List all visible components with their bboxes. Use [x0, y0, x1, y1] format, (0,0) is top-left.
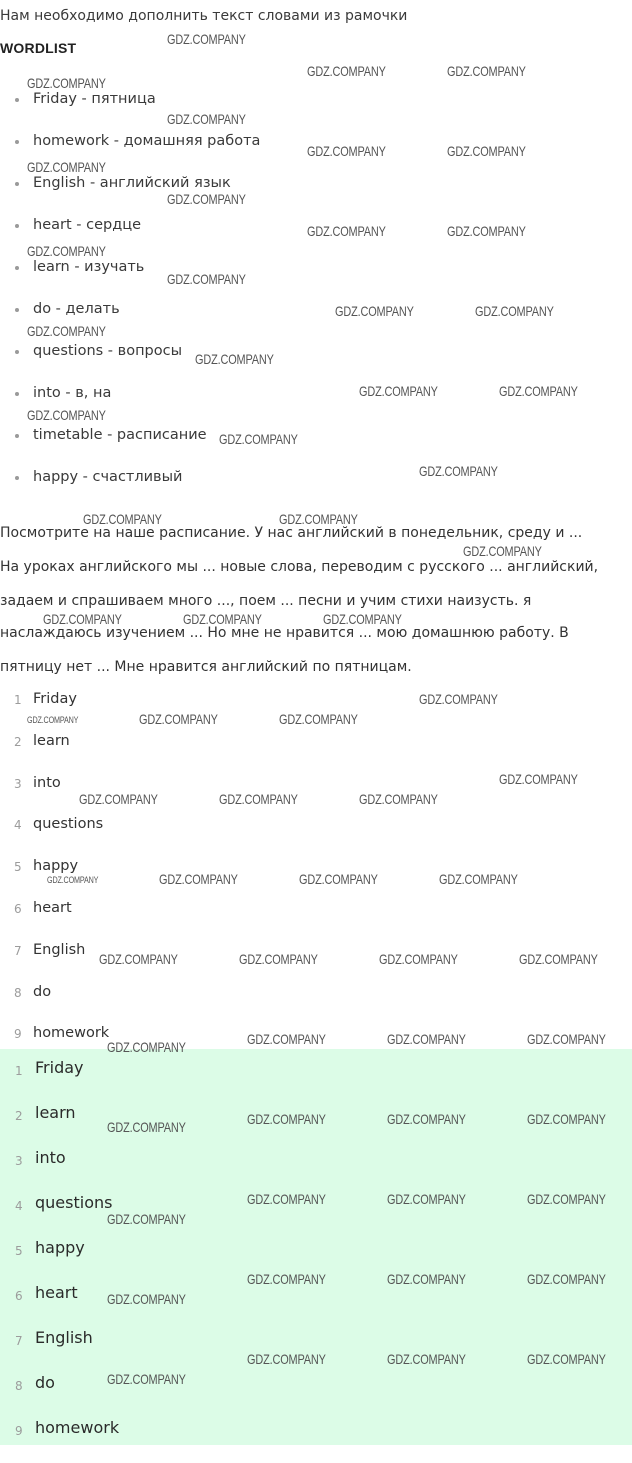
bullet-icon [15, 98, 19, 102]
answer-word: happy [33, 858, 79, 875]
wordlist-item: Friday - пятница [0, 89, 260, 131]
watermark-text: GDZ.COMPANY [167, 191, 246, 207]
watermark-text: GDZ.COMPANY [99, 951, 178, 967]
wordlist [0, 89, 260, 509]
watermark-text: GDZ.COMPANY [307, 223, 386, 239]
highlighted-answer-list [0, 1058, 119, 1463]
answer-item [0, 773, 109, 815]
highlighted-answer-item [0, 1373, 119, 1418]
answer-number: 9 [14, 1027, 22, 1042]
paragraph-line: наслаждаюсь изучением ... Но мне не нравится ... мою домашнюю работу. В [0, 625, 569, 641]
wordlist-item: happy - счастливый [0, 467, 260, 509]
answer-word: questions [33, 816, 104, 833]
watermark-text: GDZ.COMPANY [247, 1191, 326, 1207]
answer-number: 4 [15, 1199, 23, 1213]
watermark-text: GDZ.COMPANY [79, 791, 158, 807]
watermark-text: GDZ.COMPANY [107, 1211, 186, 1227]
watermark-text: GDZ.COMPANY [107, 1291, 186, 1307]
watermark-text: GDZ.COMPANY [419, 691, 498, 707]
answer-item [0, 856, 109, 898]
answer-number: 6 [14, 901, 22, 916]
highlighted-answer-item [0, 1238, 119, 1283]
answer-item [0, 982, 109, 1024]
answer-number: 1 [15, 1064, 23, 1078]
watermark-text: GDZ.COMPANY [527, 1031, 606, 1047]
watermark-text: GDZ.COMPANY [359, 383, 438, 399]
wordlist-item: English - английский язык [0, 173, 260, 215]
answer-word: English [33, 941, 86, 958]
answer-list [0, 689, 109, 1065]
bullet-icon [15, 434, 19, 438]
answer-number: 2 [15, 1109, 23, 1123]
watermark-text: GDZ.COMPANY [419, 463, 498, 479]
answer-word: questions [35, 1193, 113, 1212]
watermark-text: GDZ.COMPANY [447, 63, 526, 79]
watermark-text: GDZ.COMPANY [279, 711, 358, 727]
answer-word: do [35, 1373, 55, 1392]
watermark-text: GDZ.COMPANY [447, 223, 526, 239]
answer-number: 3 [15, 1154, 23, 1168]
watermark-text: GDZ.COMPANY [463, 543, 542, 559]
watermark-text: GDZ.COMPANY [167, 271, 246, 287]
watermark-text: GDZ.COMPANY [519, 951, 598, 967]
watermark-text: GDZ.COMPANY [499, 771, 578, 787]
bullet-icon [15, 308, 19, 312]
watermark-text: GDZ.COMPANY [159, 871, 238, 887]
answer-number: 7 [14, 943, 22, 958]
watermark-text: GDZ.COMPANY [27, 243, 106, 259]
watermark-text: GDZ.COMPANY [499, 383, 578, 399]
answer-word: learn [35, 1103, 76, 1122]
watermark-text: GDZ.COMPANY [219, 431, 298, 447]
watermark-text: GDZ.COMPANY [27, 159, 106, 175]
answer-word: Friday [33, 691, 77, 707]
bullet-icon [15, 224, 19, 228]
answer-word: heart [35, 1283, 78, 1302]
watermark-text: GDZ.COMPANY [387, 1111, 466, 1127]
watermark-text: GDZ.COMPANY [335, 303, 414, 319]
watermark-text: GDZ.COMPANY [359, 791, 438, 807]
answer-item [0, 731, 109, 773]
watermark-text: GDZ.COMPANY [527, 1111, 606, 1127]
watermark-text: GDZ.COMPANY [379, 951, 458, 967]
watermark-text: GDZ.COMPANY [527, 1271, 606, 1287]
highlighted-answer-item [0, 1148, 119, 1193]
bullet-icon [15, 140, 19, 144]
watermark-text: GDZ.COMPANY [527, 1191, 606, 1207]
paragraph-line: задаем и спрашиваем много ..., поем ... песни и учим стихи наизусть. я [0, 593, 532, 609]
answer-word: learn [33, 732, 70, 749]
wordlist-item: timetable - расписание [0, 425, 260, 467]
watermark-text: GDZ.COMPANY [27, 407, 106, 423]
answer-number: 2 [14, 734, 22, 749]
watermark-text: GDZ.COMPANY [27, 323, 106, 339]
answer-number: 5 [14, 860, 22, 875]
watermark-text: GDZ.COMPANY [387, 1031, 466, 1047]
answer-number: 6 [15, 1289, 23, 1303]
bullet-icon [15, 476, 19, 480]
watermark-text: GDZ.COMPANY [43, 611, 122, 627]
answer-item [0, 898, 109, 940]
answer-word: into [33, 774, 61, 791]
answer-word: homework [33, 1025, 110, 1042]
bullet-icon [15, 266, 19, 270]
answer-item [0, 940, 109, 982]
answer-item [0, 814, 109, 856]
wordlist-title: WORDLIST [0, 40, 77, 56]
answer-item [0, 689, 109, 731]
watermark-text: GDZ.COMPANY [219, 791, 298, 807]
answer-number: 8 [14, 985, 22, 1000]
watermark-text: GDZ.COMPANY [323, 611, 402, 627]
answer-number: 1 [14, 693, 22, 707]
wordlist-item: do - делать [0, 299, 260, 341]
watermark-text: GDZ.COMPANY [279, 511, 358, 527]
watermark-text: GDZ.COMPANY [387, 1271, 466, 1287]
answer-word: do [33, 983, 52, 1000]
watermark-text: GDZ.COMPANY [107, 1119, 186, 1135]
watermark-text: GDZ.COMPANY [107, 1039, 186, 1055]
highlighted-answer-item [0, 1193, 119, 1238]
answer-word: heart [33, 899, 72, 916]
answer-word: Friday [35, 1058, 84, 1077]
bullet-icon [15, 392, 19, 396]
watermark-text: GDZ.COMPANY [307, 63, 386, 79]
watermark-text: GDZ.COMPANY [167, 31, 246, 47]
watermark-text: GDZ.COMPANY [527, 1351, 606, 1367]
watermark-text: GDZ.COMPANY [195, 351, 274, 367]
intro-text: Нам необходимо дополнить текст словами из рамочки [0, 8, 408, 24]
answer-number: 3 [14, 776, 22, 791]
watermark-text: GDZ.COMPANY [183, 611, 262, 627]
answer-word: happy [35, 1238, 85, 1257]
watermark-text: GDZ.COMPANY [447, 143, 526, 159]
highlighted-answer-item [0, 1418, 119, 1463]
bullet-icon [15, 350, 19, 354]
watermark-text: GDZ.COMPANY [299, 871, 378, 887]
watermark-text: GDZ.COMPANY [307, 143, 386, 159]
watermark-text: GDZ.COMPANY [439, 871, 518, 887]
watermark-text: GDZ.COMPANY [387, 1191, 466, 1207]
answer-number: 8 [15, 1379, 23, 1393]
highlighted-answer-item [0, 1058, 119, 1103]
paragraph-line: Посмотрите на наше расписание. У нас английский в понедельник, среду и ... [0, 525, 583, 541]
highlighted-answer-item [0, 1283, 119, 1328]
paragraph-line: пятницу нет ... Мне нравится английский по пятницам. [0, 659, 412, 675]
watermark-text: GDZ.COMPANY [167, 111, 246, 127]
answer-number: 7 [15, 1334, 23, 1348]
watermark-text: GDZ.COMPANY [387, 1351, 466, 1367]
answer-number: 4 [14, 818, 22, 833]
wordlist-item: homework - домашняя работа [0, 131, 260, 173]
bullet-icon [15, 182, 19, 186]
watermark-text: GDZ.COMPANY [139, 711, 218, 727]
wordlist-item: heart - сердце [0, 215, 260, 257]
answer-word: homework [35, 1418, 120, 1437]
answer-word: into [35, 1148, 66, 1167]
watermark-text: GDZ.COMPANY [247, 1271, 326, 1287]
watermark-text: GDZ.COMPANY [47, 875, 99, 885]
answer-number: 9 [15, 1424, 23, 1438]
highlighted-answer-item [0, 1328, 119, 1373]
answer-number: 5 [15, 1244, 23, 1258]
paragraph-line: На уроках английского мы ... новые слова, переводим с русского ... английский, [0, 559, 599, 575]
wordlist-item: questions - вопросы [0, 341, 260, 383]
wordlist-item: into - в, на [0, 383, 260, 425]
watermark-text: GDZ.COMPANY [27, 715, 79, 725]
watermark-text: GDZ.COMPANY [107, 1371, 186, 1387]
watermark-text: GDZ.COMPANY [247, 1111, 326, 1127]
watermark-text: GDZ.COMPANY [247, 1351, 326, 1367]
wordlist-item: learn - изучать [0, 257, 260, 299]
watermark-text: GDZ.COMPANY [475, 303, 554, 319]
answer-word: English [35, 1328, 93, 1347]
watermark-text: GDZ.COMPANY [83, 511, 162, 527]
watermark-text: GDZ.COMPANY [239, 951, 318, 967]
watermark-text: GDZ.COMPANY [27, 75, 106, 91]
highlighted-answer-item [0, 1103, 119, 1148]
watermark-text: GDZ.COMPANY [247, 1031, 326, 1047]
